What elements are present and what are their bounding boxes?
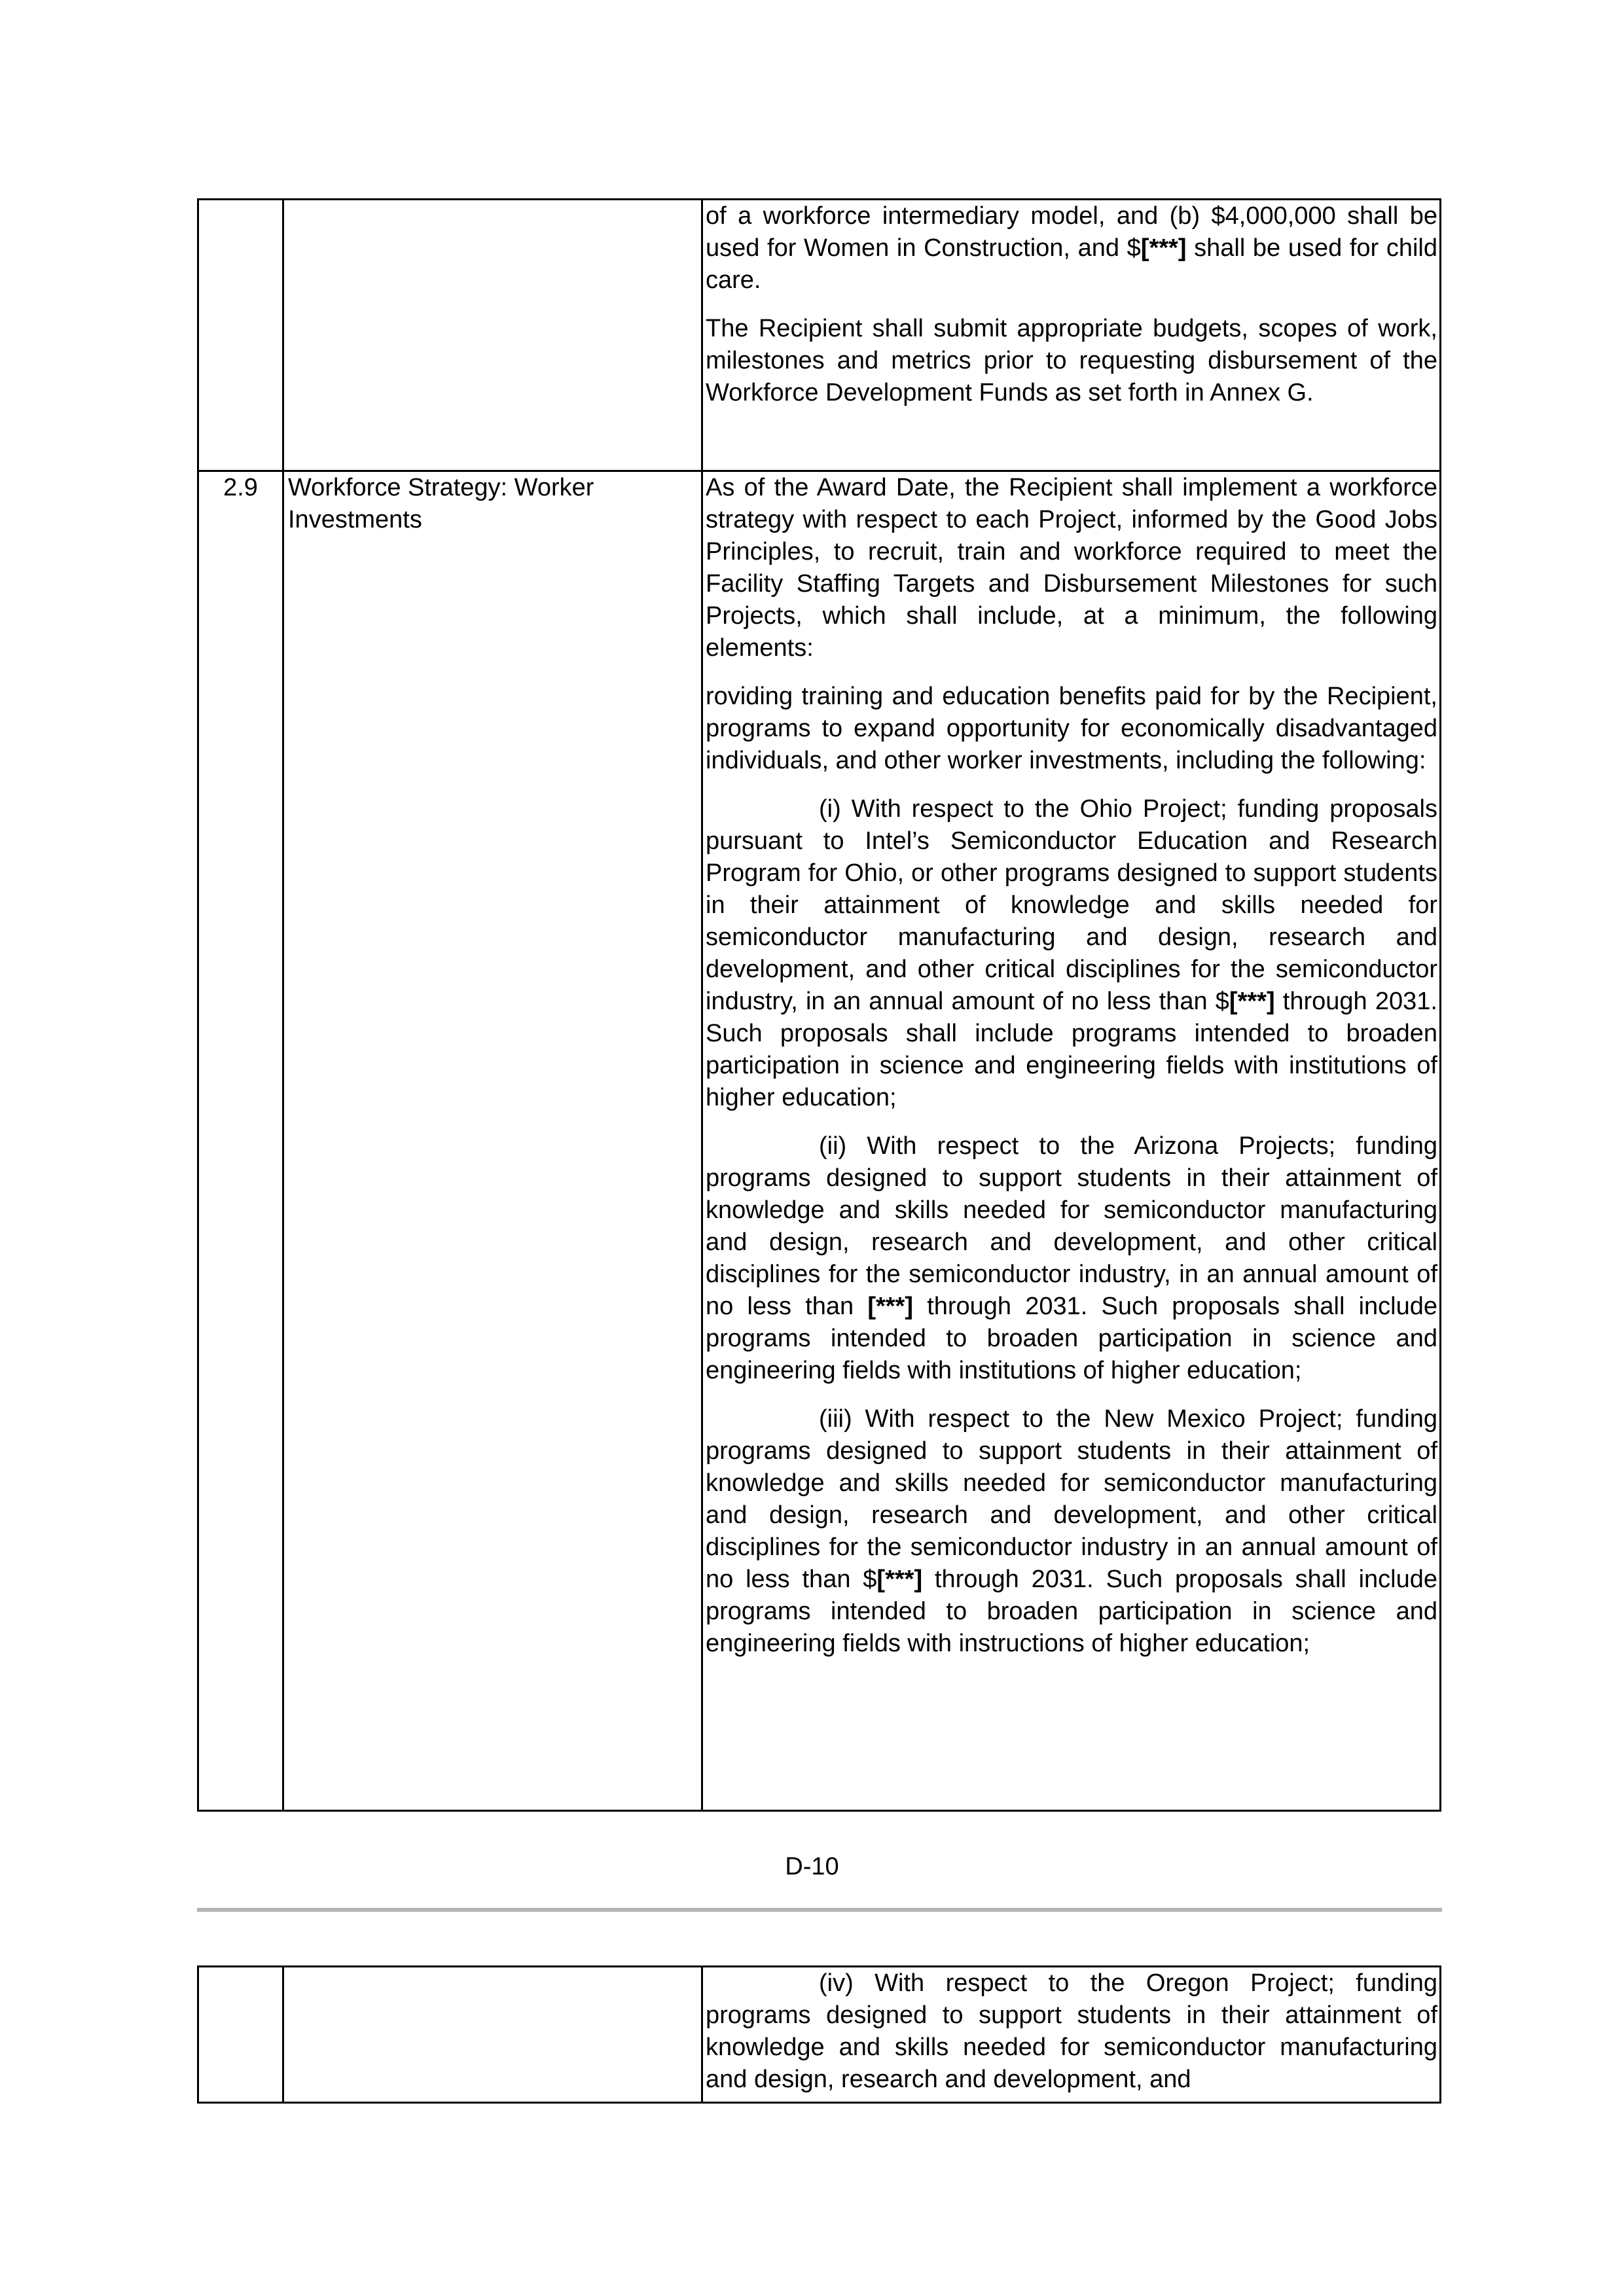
section-title-cell — [283, 1967, 702, 2103]
redacted-amount: [***] — [876, 1566, 923, 1593]
redacted-amount: [***] — [1140, 234, 1187, 262]
text-run: through 2031. Such proposals shall include programs intended to broaden participation in science and engineering fields with instructions of higher education; — [706, 1566, 1437, 1657]
paragraph — [706, 313, 1437, 409]
text-run: (i) With respect to the Ohio Project; funding proposals pursuant to Intel’s Semiconductor Education and Research Program for Ohio, or other programs designed to support students in their attainment of knowledge and skills needed for semiconductor manufacturing and design, research and development, and other critical disciplines for the semiconductor industry, in an annual amount of no less than $ — [706, 795, 1437, 1015]
text-run: As of the Award Date, the Recipient shall implement a workforce strategy with respect to each Project, informed by the Good Jobs Principles, to recruit, train and workforce required to meet the Facility Staffing Targets and Disbursement Milestones for such Projects, which shall include, at a minimum, the following elements: — [706, 474, 1437, 662]
section-number-cell — [198, 200, 283, 471]
paragraph — [706, 1130, 1437, 1387]
text-run: (ii) With respect to the Arizona Projects; funding programs designed to support students in their attainment of knowledge and skills needed for semiconductor manufacturing and design, research and development, and other critical disciplines for the semiconductor industry, in an annual amount of no less than — [706, 1132, 1437, 1320]
redacted-amount: [***] — [867, 1293, 914, 1320]
requirements-table-bottom — [197, 1965, 1441, 2104]
table-row-2-9 — [198, 471, 1441, 1811]
text-run: of a workforce intermediary model, and (b) $4,000,000 shall be used for Women in Construction, and $ — [706, 202, 1437, 262]
paragraph — [706, 1403, 1437, 1660]
text-run: shall be used for child care. — [706, 234, 1438, 294]
section-number-cell: 2.9 — [198, 471, 283, 1811]
section-content-cell — [702, 471, 1441, 1811]
section-title-cell — [283, 200, 702, 471]
table-row-continuation — [198, 200, 1441, 471]
page-divider — [197, 1908, 1442, 1912]
paragraph — [706, 1967, 1437, 2096]
requirements-table-top — [197, 198, 1441, 1812]
text-run: through 2031. Such proposals shall include programs intended to broaden participation in science and engineering fields with institutions of higher education; — [706, 1293, 1437, 1384]
text-run: The Recipient shall submit appropriate budgets, scopes of work, milestones and metrics prior to requesting disbursement of the Workforce Development Funds as set forth in Annex G. — [706, 315, 1437, 406]
page-number: D-10 — [785, 1853, 839, 1880]
text-run: (iv) With respect to the Oregon Project; funding programs designed to support students in their attainment of knowledge and skills needed for semiconductor manufacturing and design, research and development, and — [706, 1969, 1437, 2093]
text-run: (iii) With respect to the New Mexico Project; funding programs designed to support students in their attainment of knowledge and skills needed for semiconductor manufacturing and design, research and development, and other critical disciplines for the semiconductor industry in an annual amount of no less than $ — [706, 1405, 1437, 1593]
text-run: roviding training and education benefits paid for by the Recipient, programs to expand opportunity for economically disadvantaged individuals, and other worker investments, including the following: — [706, 683, 1437, 774]
section-title-cell: Workforce Strategy: Worker Investments — [283, 471, 702, 1811]
table-row-continuation — [198, 1967, 1441, 2103]
section-content-cell — [702, 200, 1441, 471]
section-content-cell — [702, 1967, 1441, 2103]
redacted-amount: [***] — [1229, 988, 1275, 1015]
paragraph — [706, 472, 1437, 664]
paragraph — [706, 793, 1437, 1114]
paragraph — [706, 681, 1437, 777]
paragraph — [706, 200, 1437, 296]
text-run: through 2031. Such proposals shall include programs intended to broaden participation in science and engineering fields with institutions of higher education; — [706, 988, 1437, 1111]
section-number-cell — [198, 1967, 283, 2103]
